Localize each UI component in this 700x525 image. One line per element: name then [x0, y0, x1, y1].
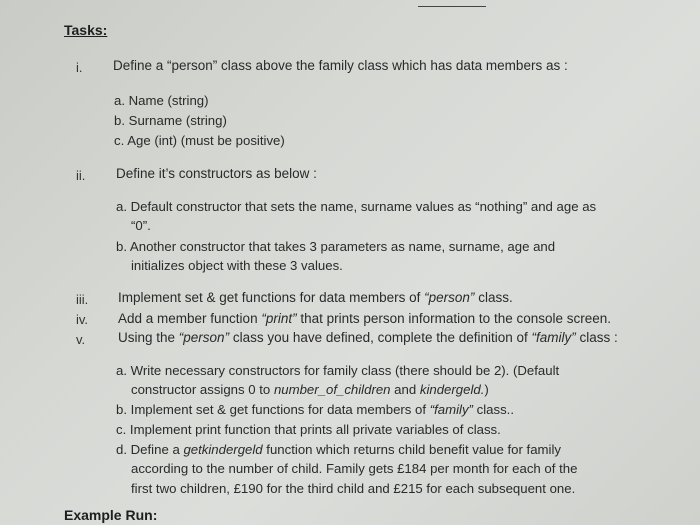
family-term: “family” [531, 330, 576, 345]
person-member-name: a. Name (string) [114, 93, 209, 108]
family-task-d-line2: according to the number of child. Family gets £184 per month for each of the [131, 461, 578, 476]
item-text-2: Define it’s constructors as below : [116, 166, 317, 181]
person-member-surname: b. Surname (string) [114, 113, 227, 128]
constructor-b-line2: initializes object with these 3 values. [131, 258, 343, 273]
constructor-a-line1: a. Default constructor that sets the name, surname values as “nothing” and age as [116, 199, 597, 214]
tasks-heading: Tasks: [64, 22, 108, 38]
item-number-4: iv. [76, 312, 89, 327]
print-term: “print” [261, 311, 297, 326]
item-number-3: iii. [76, 292, 89, 307]
item-number-5: v. [76, 332, 86, 347]
person-term-2: “person” [178, 330, 230, 345]
item-text-3: Implement set & get functions for data members of “person” class. [118, 290, 513, 305]
item-number-1: i. [76, 60, 83, 75]
item-text-5: Using the “person” class you have defined, complete the definition of “family” class : [118, 330, 618, 345]
constructor-a-line2: “0”. [131, 218, 151, 233]
family-task-d-line1: d. Define a getkindergeld function which returns child benefit value for family [116, 442, 561, 457]
item-number-2: ii. [76, 168, 86, 183]
family-task-d-line3: first two children, £190 for the third child and £215 for each subsequent one. [131, 481, 576, 496]
person-member-age: c. Age (int) (must be positive) [114, 133, 285, 148]
example-run-heading: Example Run: [64, 507, 158, 523]
person-term: “person” [424, 290, 475, 305]
item-text-4: Add a member function “print” that prints person information to the console screen. [118, 311, 612, 326]
family-task-b: b. Implement set & get functions for data members of “family” class.. [116, 402, 514, 417]
family-task-a-line1: a. Write necessary constructors for family class (there should be 2). (Default [116, 363, 560, 378]
item-text-1: Define a “person” class above the family class which has data members as : [113, 58, 568, 73]
family-task-a-line2: constructor assigns 0 to number_of_children and kindergeld.) [131, 382, 489, 397]
family-task-c: c. Implement print function that prints all private variables of class. [116, 422, 501, 437]
top-rule [418, 6, 486, 7]
constructor-b-line1: b. Another constructor that takes 3 parameters as name, surname, age and [116, 239, 556, 254]
